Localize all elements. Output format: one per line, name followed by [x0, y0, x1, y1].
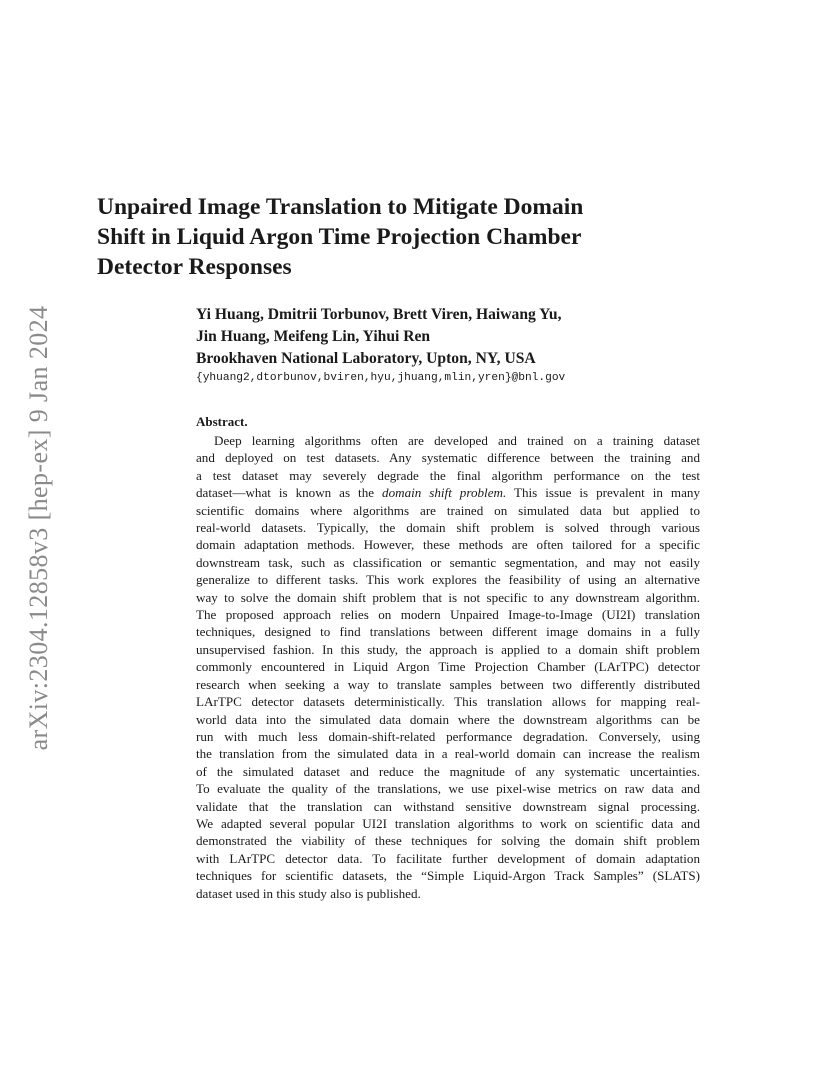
abstract-line: run with much less domain-shift-related performance degradation. Conversely, using	[196, 728, 700, 744]
abstract-line: of the simulated dataset and reduce the magnitude of any systematic uncertainties.	[196, 763, 700, 779]
abstract-line: the translation from the simulated data in a real-world domain can increase the realism	[196, 746, 700, 762]
affiliation: Brookhaven National Laboratory, Upton, NY, USA	[196, 350, 536, 367]
emphasized-term: domain shift problem.	[382, 485, 507, 501]
abstract-line: and deployed on test datasets. Any systematic difference between the training and	[196, 450, 700, 466]
paper-title	[97, 192, 717, 282]
abstract-line: techniques for scientific datasets, the “Simple Liquid-Argon Track Samples” (SLATS)	[196, 868, 700, 884]
abstract-line: validate that the translation can withstand sensitive downstream signal processing.	[196, 798, 700, 814]
abstract-line: Deep learning algorithms often are developed and trained on a training dataset	[214, 433, 700, 448]
title-line: Shift in Liquid Argon Time Projection Chamber	[97, 224, 582, 250]
author-list-line: Yi Huang, Dmitrii Torbunov, Brett Viren, Haiwang Yu,	[196, 306, 562, 323]
author-list-line: Jin Huang, Meifeng Lin, Yihui Ren	[196, 328, 431, 345]
abstract-line: research when seeking a way to translate samples between two differently distributed	[196, 676, 700, 692]
author-block	[196, 304, 562, 370]
abstract-line: The proposed approach relies on modern Unpaired Image-to-Image (UI2I) translation	[196, 607, 700, 623]
abstract-line: unsupervised fashion. In this study, the approach is applied to a domain shift problem	[196, 641, 700, 657]
abstract-line: commonly encountered in Liquid Argon Time Projection Chamber (LArTPC) detector	[196, 659, 700, 675]
abstract-text: This issue is prevalent in many	[506, 485, 700, 501]
abstract-line: To evaluate the quality of the translations, we use pixel-wise metrics on raw data and	[196, 781, 700, 797]
abstract-line: real-world datasets. Typically, the domain shift problem is solved through various	[196, 520, 700, 536]
abstract-line: dataset used in this study also is published.	[196, 885, 421, 901]
abstract-line: downstream task, such as classification or semantic segmentation, and may not easily	[196, 554, 700, 570]
arxiv-identifier-stamp: arXiv:2304.12858v3 [hep-ex] 9 Jan 2024	[24, 305, 53, 751]
abstract-line: way to solve the domain shift problem that is not specific to any downstream algorithm.	[196, 589, 700, 605]
abstract-line: LArTPC detector datasets deterministically. This translation allows for mapping real-	[196, 694, 700, 710]
abstract-heading: Abstract.	[196, 414, 248, 429]
abstract-text: dataset—what is known as the	[196, 485, 375, 501]
abstract-line: scientific domains where algorithms are trained on simulated data but applied to	[196, 502, 700, 518]
title-line: Detector Responses	[97, 254, 292, 280]
abstract-line: world data into the simulated data domain where the downstream algorithms can be	[196, 711, 700, 727]
abstract-line: techniques, designed to find translations between different image domains in a fully	[196, 624, 700, 640]
abstract-line: generalize to different tasks. This work explores the feasibility of using an alternative	[196, 572, 700, 588]
abstract-line: domain adaptation methods. However, these methods are often tailored for a specific	[196, 537, 700, 553]
abstract-body	[196, 432, 700, 902]
author-emails: {yhuang2,dtorbunov,bviren,hyu,jhuang,mlin,yren}@bnl.gov	[196, 372, 566, 384]
title-line: Unpaired Image Translation to Mitigate Domain	[97, 194, 584, 220]
abstract-line: with LArTPC detector data. To facilitate further development of domain adaptation	[196, 850, 700, 866]
abstract-line	[196, 484, 700, 501]
abstract-line: demonstrated the viability of these techniques for solving the domain shift problem	[196, 833, 700, 849]
abstract-line: a test dataset may severely degrade the final algorithm performance on the test	[196, 467, 700, 483]
abstract-line: We adapted several popular UI2I translation algorithms to work on scientific data and	[196, 815, 700, 831]
